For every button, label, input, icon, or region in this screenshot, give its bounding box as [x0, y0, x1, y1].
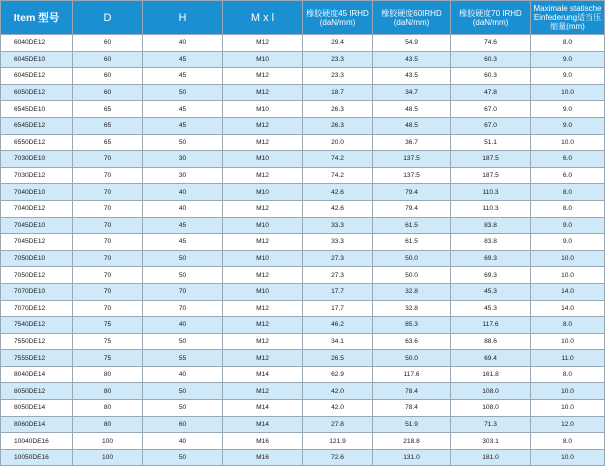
cell-d: 80: [73, 400, 143, 417]
cell-h: 40: [143, 366, 223, 383]
cell-item: 8060DE14: [1, 416, 73, 433]
cell-hardness-45: 27.8: [303, 416, 373, 433]
cell-d: 70: [73, 200, 143, 217]
cell-h: 45: [143, 68, 223, 85]
cell-mxl: M10: [223, 217, 303, 234]
header-max-deflection: Maximale statische Einfederung适当压缩量(mm): [531, 1, 605, 35]
table-row: [1, 134, 605, 151]
cell-hardness-45: 26.3: [303, 101, 373, 118]
cell-max-deflection: 11.0: [531, 350, 605, 367]
cell-item: 7050DE12: [1, 267, 73, 284]
cell-item: 7070DE10: [1, 283, 73, 300]
cell-d: 70: [73, 217, 143, 234]
cell-item: 6545DE10: [1, 101, 73, 118]
cell-d: 70: [73, 267, 143, 284]
cell-max-deflection: 8.0: [531, 35, 605, 52]
cell-hardness-60: 85.3: [373, 317, 451, 334]
cell-hardness-70: 110.3: [451, 200, 531, 217]
table-row: [1, 200, 605, 217]
cell-mxl: M12: [223, 234, 303, 251]
cell-hardness-60: 43.5: [373, 51, 451, 68]
table-row: [1, 416, 605, 433]
cell-hardness-45: 26.5: [303, 350, 373, 367]
cell-hardness-45: 42.0: [303, 383, 373, 400]
cell-mxl: M12: [223, 317, 303, 334]
table-row: [1, 217, 605, 234]
cell-hardness-70: 303.1: [451, 433, 531, 450]
cell-hardness-45: 23.3: [303, 51, 373, 68]
cell-h: 45: [143, 217, 223, 234]
cell-mxl: M14: [223, 366, 303, 383]
cell-item: 6545DE12: [1, 117, 73, 134]
cell-mxl: M12: [223, 383, 303, 400]
cell-item: 7540DE12: [1, 317, 73, 334]
table-row: [1, 151, 605, 168]
cell-max-deflection: 9.0: [531, 117, 605, 134]
cell-hardness-60: 32.8: [373, 283, 451, 300]
cell-item: 7040DE10: [1, 184, 73, 201]
cell-max-deflection: 9.0: [531, 101, 605, 118]
cell-hardness-60: 61.5: [373, 217, 451, 234]
table-row: [1, 350, 605, 367]
cell-hardness-60: 137.5: [373, 167, 451, 184]
cell-hardness-70: 74.6: [451, 35, 531, 52]
cell-h: 45: [143, 51, 223, 68]
cell-d: 75: [73, 333, 143, 350]
cell-max-deflection: 14.0: [531, 300, 605, 317]
table-row: [1, 51, 605, 68]
table-row: [1, 68, 605, 85]
cell-hardness-45: 42.6: [303, 184, 373, 201]
cell-hardness-45: 20.0: [303, 134, 373, 151]
cell-hardness-60: 32.8: [373, 300, 451, 317]
cell-mxl: M12: [223, 333, 303, 350]
cell-item: 6040DE12: [1, 35, 73, 52]
cell-max-deflection: 10.0: [531, 400, 605, 417]
cell-d: 75: [73, 317, 143, 334]
cell-hardness-60: 117.6: [373, 366, 451, 383]
cell-max-deflection: 10.0: [531, 267, 605, 284]
table-row: [1, 184, 605, 201]
cell-hardness-60: 50.0: [373, 350, 451, 367]
cell-h: 70: [143, 300, 223, 317]
cell-item: 10050DE16: [1, 449, 73, 466]
cell-hardness-70: 181.0: [451, 449, 531, 466]
cell-h: 30: [143, 151, 223, 168]
cell-hardness-45: 46.2: [303, 317, 373, 334]
cell-max-deflection: 8.0: [531, 200, 605, 217]
cell-mxl: M12: [223, 134, 303, 151]
header-hardness-70: 橡胶硬度70 IRHD (daN/mm): [451, 1, 531, 35]
cell-mxl: M10: [223, 151, 303, 168]
cell-mxl: M12: [223, 200, 303, 217]
cell-d: 65: [73, 101, 143, 118]
cell-hardness-70: 67.0: [451, 101, 531, 118]
cell-item: 7050DE10: [1, 250, 73, 267]
cell-hardness-70: 45.3: [451, 300, 531, 317]
table-row: [1, 366, 605, 383]
cell-mxl: M10: [223, 250, 303, 267]
cell-d: 60: [73, 51, 143, 68]
cell-hardness-45: 74.2: [303, 151, 373, 168]
table-header-row: [1, 1, 605, 35]
cell-hardness-70: 69.4: [451, 350, 531, 367]
cell-max-deflection: 12.0: [531, 416, 605, 433]
cell-h: 50: [143, 84, 223, 101]
cell-hardness-45: 33.3: [303, 217, 373, 234]
table-row: [1, 433, 605, 450]
cell-max-deflection: 9.0: [531, 234, 605, 251]
cell-mxl: M12: [223, 350, 303, 367]
cell-item: 6550DE12: [1, 134, 73, 151]
cell-hardness-45: 26.3: [303, 117, 373, 134]
cell-hardness-60: 137.5: [373, 151, 451, 168]
cell-d: 100: [73, 449, 143, 466]
cell-h: 60: [143, 416, 223, 433]
cell-hardness-60: 51.9: [373, 416, 451, 433]
cell-d: 65: [73, 134, 143, 151]
cell-d: 80: [73, 366, 143, 383]
cell-item: 7030DE12: [1, 167, 73, 184]
cell-item: 7030DE10: [1, 151, 73, 168]
cell-hardness-70: 187.5: [451, 151, 531, 168]
cell-mxl: M12: [223, 117, 303, 134]
cell-hardness-45: 27.3: [303, 267, 373, 284]
cell-hardness-70: 51.1: [451, 134, 531, 151]
cell-hardness-70: 69.3: [451, 250, 531, 267]
cell-h: 40: [143, 35, 223, 52]
cell-d: 70: [73, 151, 143, 168]
cell-max-deflection: 6.0: [531, 167, 605, 184]
cell-hardness-45: 74.2: [303, 167, 373, 184]
cell-mxl: M12: [223, 167, 303, 184]
cell-max-deflection: 14.0: [531, 283, 605, 300]
cell-hardness-60: 78.4: [373, 400, 451, 417]
cell-d: 80: [73, 383, 143, 400]
cell-hardness-60: 48.5: [373, 101, 451, 118]
cell-item: 7040DE12: [1, 200, 73, 217]
cell-d: 70: [73, 250, 143, 267]
cell-mxl: M10: [223, 51, 303, 68]
table-row: [1, 101, 605, 118]
cell-hardness-60: 54.9: [373, 35, 451, 52]
cell-hardness-60: 43.5: [373, 68, 451, 85]
cell-hardness-60: 48.5: [373, 117, 451, 134]
cell-max-deflection: 10.0: [531, 134, 605, 151]
cell-max-deflection: 10.0: [531, 333, 605, 350]
cell-hardness-45: 42.6: [303, 200, 373, 217]
cell-mxl: M10: [223, 184, 303, 201]
cell-hardness-45: 27.3: [303, 250, 373, 267]
cell-hardness-45: 17.7: [303, 283, 373, 300]
cell-mxl: M12: [223, 84, 303, 101]
cell-h: 50: [143, 400, 223, 417]
cell-d: 80: [73, 416, 143, 433]
header-hardness-60: 橡胶硬度60IRHD (daN/mm): [373, 1, 451, 35]
cell-d: 70: [73, 167, 143, 184]
table-row: [1, 383, 605, 400]
cell-mxl: M10: [223, 283, 303, 300]
cell-h: 45: [143, 234, 223, 251]
cell-d: 60: [73, 68, 143, 85]
cell-mxl: M16: [223, 433, 303, 450]
cell-d: 70: [73, 283, 143, 300]
cell-d: 70: [73, 234, 143, 251]
header-mxl: M x l: [223, 1, 303, 35]
cell-mxl: M12: [223, 300, 303, 317]
cell-item: 8040DE14: [1, 366, 73, 383]
table-row: [1, 317, 605, 334]
cell-d: 60: [73, 35, 143, 52]
cell-item: 7555DE12: [1, 350, 73, 367]
table-row: [1, 267, 605, 284]
cell-max-deflection: 9.0: [531, 68, 605, 85]
table-row: [1, 449, 605, 466]
cell-hardness-45: 72.6: [303, 449, 373, 466]
cell-max-deflection: 10.0: [531, 383, 605, 400]
cell-hardness-60: 79.4: [373, 200, 451, 217]
table-body: [1, 35, 605, 466]
cell-hardness-60: 50.0: [373, 250, 451, 267]
table-row: [1, 250, 605, 267]
cell-hardness-45: 29.4: [303, 35, 373, 52]
cell-d: 60: [73, 84, 143, 101]
cell-item: 6050DE12: [1, 84, 73, 101]
cell-mxl: M12: [223, 68, 303, 85]
cell-hardness-70: 83.8: [451, 217, 531, 234]
cell-hardness-60: 131.0: [373, 449, 451, 466]
cell-hardness-60: 50.0: [373, 267, 451, 284]
cell-d: 70: [73, 184, 143, 201]
cell-h: 50: [143, 333, 223, 350]
header-hardness-45: 橡胶硬度45 IRHD (daN/mm): [303, 1, 373, 35]
cell-item: 7070DE12: [1, 300, 73, 317]
cell-h: 45: [143, 117, 223, 134]
cell-hardness-45: 121.9: [303, 433, 373, 450]
cell-h: 40: [143, 200, 223, 217]
cell-hardness-70: 69.3: [451, 267, 531, 284]
cell-item: 7550DE12: [1, 333, 73, 350]
cell-h: 40: [143, 433, 223, 450]
cell-max-deflection: 8.0: [531, 433, 605, 450]
cell-max-deflection: 10.0: [531, 84, 605, 101]
table-row: [1, 283, 605, 300]
cell-hardness-45: 17.7: [303, 300, 373, 317]
cell-mxl: M12: [223, 267, 303, 284]
cell-max-deflection: 9.0: [531, 217, 605, 234]
cell-h: 50: [143, 449, 223, 466]
header-d: D: [73, 1, 143, 35]
cell-hardness-70: 71.3: [451, 416, 531, 433]
cell-mxl: M14: [223, 416, 303, 433]
table-row: [1, 234, 605, 251]
cell-hardness-45: 23.3: [303, 68, 373, 85]
cell-hardness-70: 45.3: [451, 283, 531, 300]
header-item: Item 型号: [1, 1, 73, 35]
cell-hardness-45: 33.3: [303, 234, 373, 251]
cell-hardness-45: 34.1: [303, 333, 373, 350]
cell-hardness-60: 78.4: [373, 383, 451, 400]
header-h: H: [143, 1, 223, 35]
cell-hardness-70: 117.6: [451, 317, 531, 334]
cell-h: 30: [143, 167, 223, 184]
cell-hardness-70: 161.8: [451, 366, 531, 383]
cell-max-deflection: 10.0: [531, 449, 605, 466]
cell-item: 10040DE16: [1, 433, 73, 450]
cell-d: 75: [73, 350, 143, 367]
cell-mxl: M10: [223, 101, 303, 118]
cell-hardness-70: 108.0: [451, 383, 531, 400]
cell-hardness-60: 36.7: [373, 134, 451, 151]
table-row: [1, 117, 605, 134]
table-row: [1, 333, 605, 350]
cell-mxl: M14: [223, 400, 303, 417]
cell-max-deflection: 10.0: [531, 250, 605, 267]
cell-d: 100: [73, 433, 143, 450]
cell-hardness-70: 110.3: [451, 184, 531, 201]
cell-max-deflection: 9.0: [531, 51, 605, 68]
cell-hardness-70: 60.3: [451, 51, 531, 68]
cell-item: 6045DE12: [1, 68, 73, 85]
cell-hardness-70: 88.6: [451, 333, 531, 350]
cell-hardness-60: 34.7: [373, 84, 451, 101]
cell-max-deflection: 6.0: [531, 151, 605, 168]
cell-hardness-60: 61.5: [373, 234, 451, 251]
cell-hardness-70: 83.8: [451, 234, 531, 251]
cell-h: 45: [143, 101, 223, 118]
cell-hardness-60: 79.4: [373, 184, 451, 201]
cell-item: 6045DE10: [1, 51, 73, 68]
cell-hardness-70: 47.8: [451, 84, 531, 101]
cell-d: 70: [73, 300, 143, 317]
cell-h: 50: [143, 267, 223, 284]
cell-mxl: M12: [223, 35, 303, 52]
table-row: [1, 300, 605, 317]
cell-hardness-45: 42.0: [303, 400, 373, 417]
cell-h: 40: [143, 317, 223, 334]
cell-d: 65: [73, 117, 143, 134]
table-row: [1, 84, 605, 101]
cell-mxl: M16: [223, 449, 303, 466]
cell-item: 8050DE12: [1, 383, 73, 400]
cell-h: 50: [143, 250, 223, 267]
cell-item: 7045DE10: [1, 217, 73, 234]
cell-max-deflection: 8.0: [531, 366, 605, 383]
cell-h: 40: [143, 184, 223, 201]
cell-hardness-70: 60.3: [451, 68, 531, 85]
table-row: [1, 400, 605, 417]
cell-item: 7045DE12: [1, 234, 73, 251]
cell-hardness-60: 63.6: [373, 333, 451, 350]
cell-h: 70: [143, 283, 223, 300]
cell-hardness-45: 62.9: [303, 366, 373, 383]
cell-h: 50: [143, 134, 223, 151]
cell-hardness-70: 67.0: [451, 117, 531, 134]
cell-hardness-70: 108.0: [451, 400, 531, 417]
cell-max-deflection: 8.0: [531, 184, 605, 201]
cell-h: 50: [143, 383, 223, 400]
cell-item: 8050DE14: [1, 400, 73, 417]
table-row: [1, 167, 605, 184]
cell-h: 55: [143, 350, 223, 367]
cell-hardness-70: 187.5: [451, 167, 531, 184]
cell-max-deflection: 8.0: [531, 317, 605, 334]
table-row: [1, 35, 605, 52]
cell-hardness-45: 18.7: [303, 84, 373, 101]
cell-hardness-60: 218.8: [373, 433, 451, 450]
